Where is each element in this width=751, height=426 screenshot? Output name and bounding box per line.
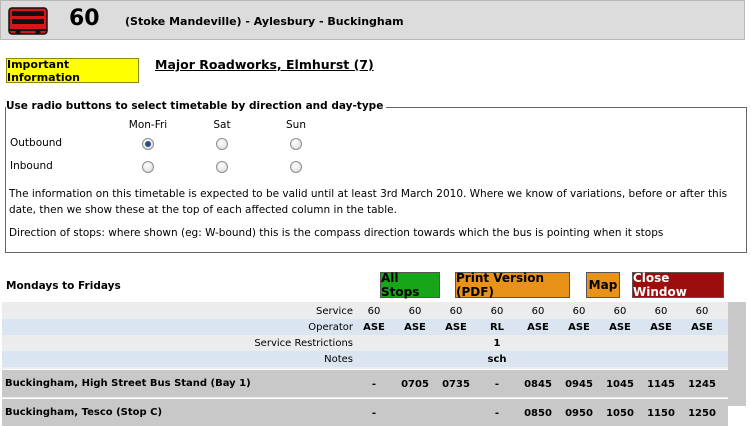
map-button[interactable]: Map (586, 272, 620, 298)
table-cell: 60 (572, 306, 586, 317)
bus-icon (8, 7, 48, 35)
route-description: (Stoke Mandeville) - Aylesbury - Buckingham (125, 15, 404, 28)
table-cell: sch (487, 354, 507, 365)
daytype-header-monfri: Mon-Fri (128, 119, 168, 131)
table-cell: RL (489, 322, 505, 333)
departure-time: 1045 (606, 379, 634, 390)
stop-name: Buckingham, High Street Bus Stand (Bay 1) (5, 378, 251, 389)
table-cell: ASE (568, 322, 590, 333)
day-title: Mondays to Fridays (6, 280, 121, 292)
departure-time: - (371, 408, 377, 419)
departure-time: 1150 (647, 408, 675, 419)
departure-time: 1245 (688, 379, 716, 390)
row-label: Operator (308, 322, 353, 333)
table-cell: 60 (695, 306, 709, 317)
table-cell: ASE (363, 322, 385, 333)
radio-outbound-monfri[interactable] (142, 138, 154, 150)
table-cell: ASE (691, 322, 713, 333)
table-stop-row[interactable] (2, 398, 728, 426)
row-label: Service Restrictions (254, 338, 353, 349)
row-label: Notes (324, 354, 353, 365)
table-cell: 60 (613, 306, 627, 317)
departure-time: - (494, 408, 500, 419)
table-cell: 60 (408, 306, 422, 317)
table-cell: ASE (527, 322, 549, 333)
departure-time: 0945 (565, 379, 593, 390)
direction-note: Direction of stops: where shown (eg: W-bound) this is the compass direction towards which the bus is pointing when it stops (9, 227, 664, 239)
table-info-row (2, 351, 728, 367)
radio-inbound-sat[interactable] (216, 161, 228, 173)
table-cell: 60 (367, 306, 381, 317)
departure-time: 0950 (565, 408, 593, 419)
departure-time: 0705 (401, 379, 429, 390)
table-cell: 60 (449, 306, 463, 317)
timetable-table (2, 302, 728, 419)
selector-legend: Use radio buttons to select timetable by direction and day-type (6, 100, 386, 112)
table-cell: ASE (445, 322, 467, 333)
direction-label-outbound: Outbound (10, 137, 63, 149)
table-info-row (2, 335, 728, 351)
route-number: 60 (69, 6, 100, 31)
table-cell: ASE (650, 322, 672, 333)
table-cell: ASE (609, 322, 631, 333)
departure-time: 0735 (442, 379, 470, 390)
radio-inbound-monfri[interactable] (142, 161, 154, 173)
departure-time: 0850 (524, 408, 552, 419)
table-scrollbar[interactable] (728, 302, 746, 406)
close-window-button[interactable]: Close Window (632, 272, 724, 298)
table-stop-row[interactable] (2, 369, 728, 397)
table-cell: 60 (654, 306, 668, 317)
table-cell: 60 (531, 306, 545, 317)
stop-name: Buckingham, Tesco (Stop C) (5, 407, 163, 418)
daytype-header-sun: Sun (286, 119, 306, 131)
table-info-row (2, 303, 728, 319)
departure-time: 1050 (606, 408, 634, 419)
departure-time: - (494, 379, 500, 390)
daytype-header-sat: Sat (213, 119, 231, 131)
direction-label-inbound: Inbound (10, 160, 53, 172)
important-information-button[interactable]: Important Information (6, 58, 139, 83)
radio-inbound-sun[interactable] (290, 161, 302, 173)
route-header (0, 0, 745, 40)
table-cell: 60 (490, 306, 504, 317)
roadworks-link[interactable]: Major Roadworks, Elmhurst (7) (155, 57, 374, 72)
validity-note: The information on this timetable is expected to be valid until at least 3rd March 2010. Where we know of variations, before or after this date, then we show these at the top of each affected column in the table. (9, 188, 728, 216)
departure-time: 1145 (647, 379, 675, 390)
table-info-row (2, 319, 728, 335)
departure-time: - (371, 379, 377, 390)
departure-time: 0845 (524, 379, 552, 390)
print-version-button[interactable]: Print Version (PDF) (455, 272, 570, 298)
departure-time: 1250 (688, 408, 716, 419)
radio-outbound-sat[interactable] (216, 138, 228, 150)
all-stops-button[interactable]: All Stops (380, 272, 440, 298)
table-cell: ASE (404, 322, 426, 333)
table-cell: 1 (493, 338, 501, 349)
row-label: Service (316, 306, 353, 317)
radio-outbound-sun[interactable] (290, 138, 302, 150)
